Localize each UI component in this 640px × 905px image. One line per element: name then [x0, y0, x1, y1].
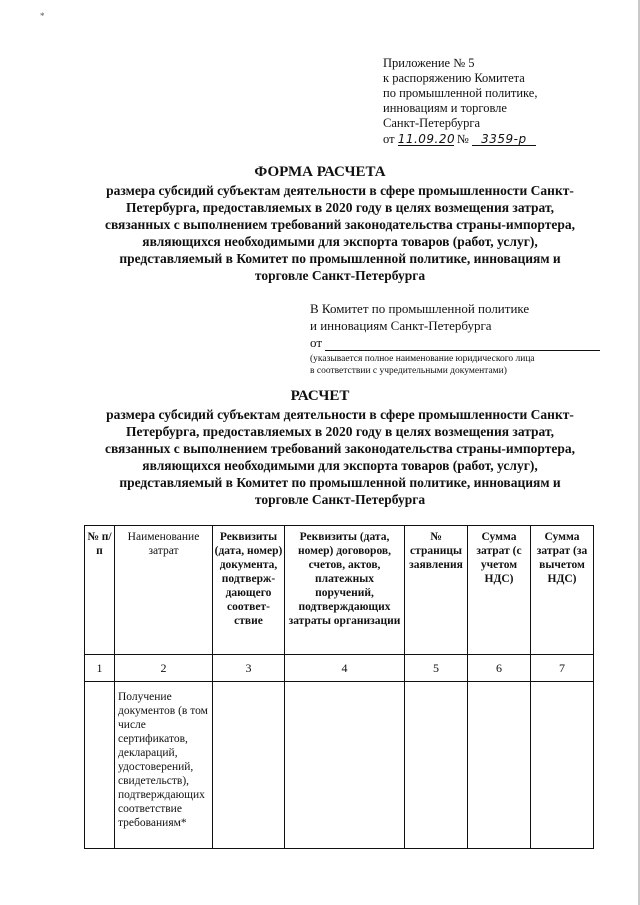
note-line: в соответствии с учредительными документами): [310, 366, 507, 376]
from-underline: [325, 337, 600, 351]
from-field: [310, 334, 600, 351]
column-number: 2: [115, 655, 213, 682]
column-number: 7: [531, 655, 594, 682]
appendix-line: к распоряжению Комитета: [383, 71, 525, 85]
table-cell: [285, 682, 405, 849]
note-line: (указывается полное наименование юридического лица: [310, 354, 535, 364]
table-row: [85, 682, 594, 849]
order-number-label: №: [456, 132, 469, 146]
from-label: от: [310, 335, 323, 350]
appendix-line: Санкт-Петербурга: [383, 116, 481, 130]
corner-mark: *: [40, 11, 45, 21]
addressee-block: [310, 300, 600, 377]
table-cell: [531, 682, 594, 849]
calculation-subtitle: размера субсидий субъектам деятельности в сфере промышленности Санкт-Петербурга, предоставляемых в 2020 году в целях возмещения затрат, связанных с выполнением требований законодательства страны-импортера, являющихся необходимыми для экспорта товаров (работ, услуг), представляемый в Комитет по промышленной политике, инновациям и торговле Санкт-Петербурга: [104, 407, 576, 507]
column-header: Сумма затрат (с учетом НДС): [468, 526, 531, 655]
addressee-line: и инновациям Санкт-Петербурга: [310, 318, 492, 333]
table-cell: [85, 682, 115, 849]
calculation-title: РАСЧЕТ: [290, 388, 350, 404]
column-header: № п/п: [85, 526, 115, 655]
column-header: Реквизиты (дата, номер) договоров, счетов, актов, платежных поручений, подтверждающих затраты организации: [285, 526, 405, 655]
appendix-line: Приложение № 5: [383, 56, 475, 70]
column-number: 3: [213, 655, 285, 682]
expense-name-cell: Получение документов (в том числе сертификатов, деклараций, удостоверений, свидетельств), подтверждающих соответствие требованиям*: [115, 682, 213, 849]
column-number-row: [85, 655, 594, 682]
table-header-row: [85, 526, 594, 655]
from-field-note: [310, 353, 600, 377]
order-reference: [383, 132, 603, 147]
table-cell: [468, 682, 531, 849]
column-header: Реквизиты (дата, номер) документа, подтверж-дающего соответ-ствие: [213, 526, 285, 655]
column-header: Наименование затрат: [115, 526, 213, 655]
order-from-label: от: [383, 132, 395, 146]
column-number: 6: [468, 655, 531, 682]
column-header: Сумма затрат (за вычетом НДС): [531, 526, 594, 655]
order-date-handwritten: 11.09.20: [397, 132, 456, 146]
appendix-line: по промышленной политике,: [383, 86, 538, 100]
column-number: 1: [85, 655, 115, 682]
form-subtitle: размера субсидий субъектам деятельности в сфере промышленности Санкт-Петербурга, предоставляемых в 2020 году в целях возмещения затрат, связанных с выполнением требований законодательства страны-импортера, являющихся необходимыми для экспорта товаров (работ, услуг), представляемый в Комитет по промышленной политике, инновациям и торговле Санкт-Петербурга: [104, 183, 576, 283]
table-cell: [213, 682, 285, 849]
column-number: 5: [405, 655, 468, 682]
form-title: ФОРМА РАСЧЕТА: [254, 164, 386, 180]
calculation-table: [84, 525, 594, 849]
column-number: 4: [285, 655, 405, 682]
addressee-line: В Комитет по промышленной политике: [310, 301, 530, 316]
order-number-handwritten: 3359-р: [472, 133, 536, 146]
appendix-line: инновациям и торговле: [383, 101, 507, 115]
appendix-block: [383, 56, 603, 147]
table-cell: [405, 682, 468, 849]
column-header: № страницы заявления: [405, 526, 468, 655]
